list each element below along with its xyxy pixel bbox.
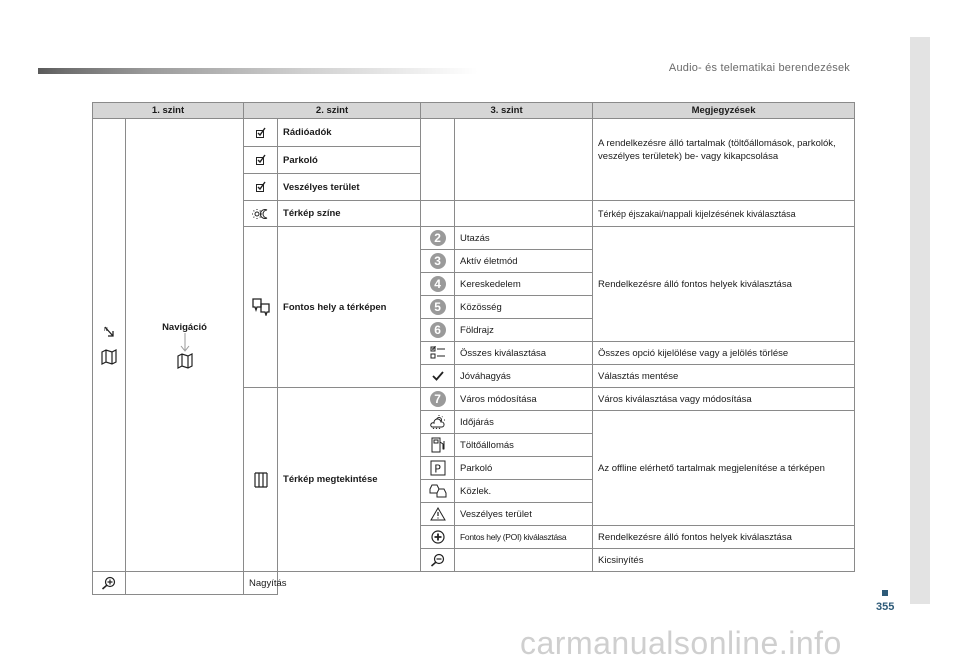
zoom-out-icon[interactable]	[430, 553, 446, 567]
empty-cell	[455, 201, 593, 227]
traffic-icon-cell	[421, 480, 455, 503]
poi-select-note: Rendelkezésre álló fontos helyek kiválasztása	[593, 526, 855, 549]
zoom-in-icon-cell	[93, 572, 126, 595]
poi-category-travel[interactable]: Utazás	[455, 227, 593, 250]
category-badge-cell	[421, 319, 455, 342]
category-badge-cell	[421, 296, 455, 319]
zoom-out-label: Kicsinyítés	[593, 549, 855, 572]
map-view-icon[interactable]	[253, 471, 269, 489]
page-side-strip	[910, 37, 930, 604]
category-number-badge: 7	[430, 391, 446, 407]
add-circle-icon[interactable]	[431, 530, 445, 544]
empty-cell	[421, 201, 455, 227]
fuel-icon-cell	[421, 434, 455, 457]
navigation-label: Navigáció	[162, 321, 207, 333]
checkbox-icon[interactable]	[255, 181, 267, 193]
category-badge-cell	[421, 250, 455, 273]
warning-icon-cell	[421, 503, 455, 526]
map-icon	[176, 353, 194, 369]
empty-cell	[421, 119, 455, 201]
traffic-icon[interactable]	[429, 484, 447, 498]
add-poi-icon-cell	[421, 526, 455, 549]
watermark: carmanualsonline.info	[520, 625, 842, 661]
down-arrow-icon	[180, 333, 190, 353]
poi-category-active-life[interactable]: Aktív életmód	[455, 250, 593, 273]
category-number-badge: 5	[430, 299, 446, 315]
content-toggle-note: A rendelkezésre álló tartalmak (töltőállomások, parkolók, veszélyes területek) be- vagy kikapcsolása	[593, 119, 855, 201]
weather-icon[interactable]	[429, 415, 447, 429]
page-header-title: Audio- és telematikai berendezések	[668, 62, 850, 74]
zoom-in-icon[interactable]	[101, 576, 117, 590]
poi-category-geography[interactable]: Földrajz	[455, 319, 593, 342]
header-level-3: 3. szint	[421, 103, 593, 119]
danger-zone-label[interactable]: Veszélyes terület	[278, 174, 421, 201]
page-number: 355	[876, 601, 895, 613]
parking-icon[interactable]	[430, 460, 446, 476]
parking-icon-cell	[421, 457, 455, 480]
empty-cell	[455, 549, 593, 572]
svg-text:N: N	[104, 327, 108, 333]
category-number-badge: 4	[430, 276, 446, 292]
zoom-out-icon-cell	[421, 549, 455, 572]
category-badge-cell	[421, 227, 455, 250]
day-night-icon[interactable]	[252, 208, 270, 220]
fuel-station-label[interactable]: Töltőállomás	[455, 434, 593, 457]
menu-structure-table	[92, 102, 855, 595]
category-number-badge: 6	[430, 322, 446, 338]
category-number-badge: 3	[430, 253, 446, 269]
parking-layer-label[interactable]: Parkoló	[455, 457, 593, 480]
zoom-in-label: Nagyítás	[244, 572, 278, 595]
select-all-icon-cell	[421, 342, 455, 365]
svg-text:P: P	[433, 462, 441, 476]
checkmark-icon[interactable]	[432, 371, 444, 381]
select-all-note: Összes opció kijelölése vagy a jelölés törlése	[593, 342, 855, 365]
empty-cell	[455, 119, 593, 201]
traffic-label[interactable]: Közlek.	[455, 480, 593, 503]
poi-category-commerce[interactable]: Kereskedelem	[455, 273, 593, 296]
map-icon	[100, 349, 118, 365]
poi-icon-cell	[244, 227, 278, 388]
change-city-note: Város kiválasztása vagy módosítása	[593, 388, 855, 411]
danger-zone-layer-label[interactable]: Veszélyes terület	[455, 503, 593, 526]
category-number-badge: 2	[430, 230, 446, 246]
map-color-note: Térkép éjszakai/nappali kijelzésének kiválasztása	[593, 201, 855, 227]
change-city-label[interactable]: Város módosítása	[455, 388, 593, 411]
checkbox-icon[interactable]	[255, 127, 267, 139]
day-night-icon-cell	[244, 201, 278, 227]
offline-content-note: Az offline elérhető tartalmak megjelenítése a térképen	[593, 411, 855, 526]
checkbox-icon-cell	[244, 174, 278, 201]
empty-cell	[126, 572, 244, 595]
checkbox-icon[interactable]	[255, 154, 267, 166]
navigation-arrow-icon	[102, 325, 116, 339]
map-view-label[interactable]: Térkép megtekintése	[278, 388, 421, 572]
navigation-cell	[126, 119, 244, 572]
weather-label[interactable]: Időjárás	[455, 411, 593, 434]
checkbox-icon-cell	[244, 119, 278, 147]
header-level-2: 2. szint	[244, 103, 421, 119]
map-color-label[interactable]: Térkép színe	[278, 201, 421, 227]
confirm-icon-cell	[421, 365, 455, 388]
table-header-row	[93, 103, 855, 119]
level1-icon-cell	[93, 119, 126, 572]
poi-on-map-label[interactable]: Fontos hely a térképen	[278, 227, 421, 388]
weather-icon-cell	[421, 411, 455, 434]
poi-categories-note: Rendelkezésre álló fontos helyek kiválasztása	[593, 227, 855, 342]
poi-category-community[interactable]: Közösség	[455, 296, 593, 319]
fuel-station-icon[interactable]	[431, 437, 445, 453]
select-all-icon[interactable]	[430, 346, 446, 360]
category-badge-cell	[421, 273, 455, 296]
table-row	[93, 572, 855, 595]
warning-icon[interactable]	[430, 507, 446, 521]
category-badge-cell	[421, 388, 455, 411]
confirm-label[interactable]: Jóváhagyás	[455, 365, 593, 388]
table-row	[93, 119, 855, 147]
select-all-label[interactable]: Összes kiválasztása	[455, 342, 593, 365]
map-view-icon-cell	[244, 388, 278, 572]
confirm-note: Választás mentése	[593, 365, 855, 388]
page-marker	[882, 590, 888, 596]
checkbox-icon-cell	[244, 147, 278, 174]
header-notes: Megjegyzések	[593, 103, 855, 119]
poi-icon[interactable]	[252, 298, 270, 316]
radio-stations-label[interactable]: Rádióadók	[278, 119, 421, 147]
header-level-1: 1. szint	[93, 103, 244, 119]
poi-select-label[interactable]: Fontos hely (POI) kiválasztása	[455, 526, 593, 549]
parking-label[interactable]: Parkoló	[278, 147, 421, 174]
header-gradient-bar	[38, 68, 478, 74]
